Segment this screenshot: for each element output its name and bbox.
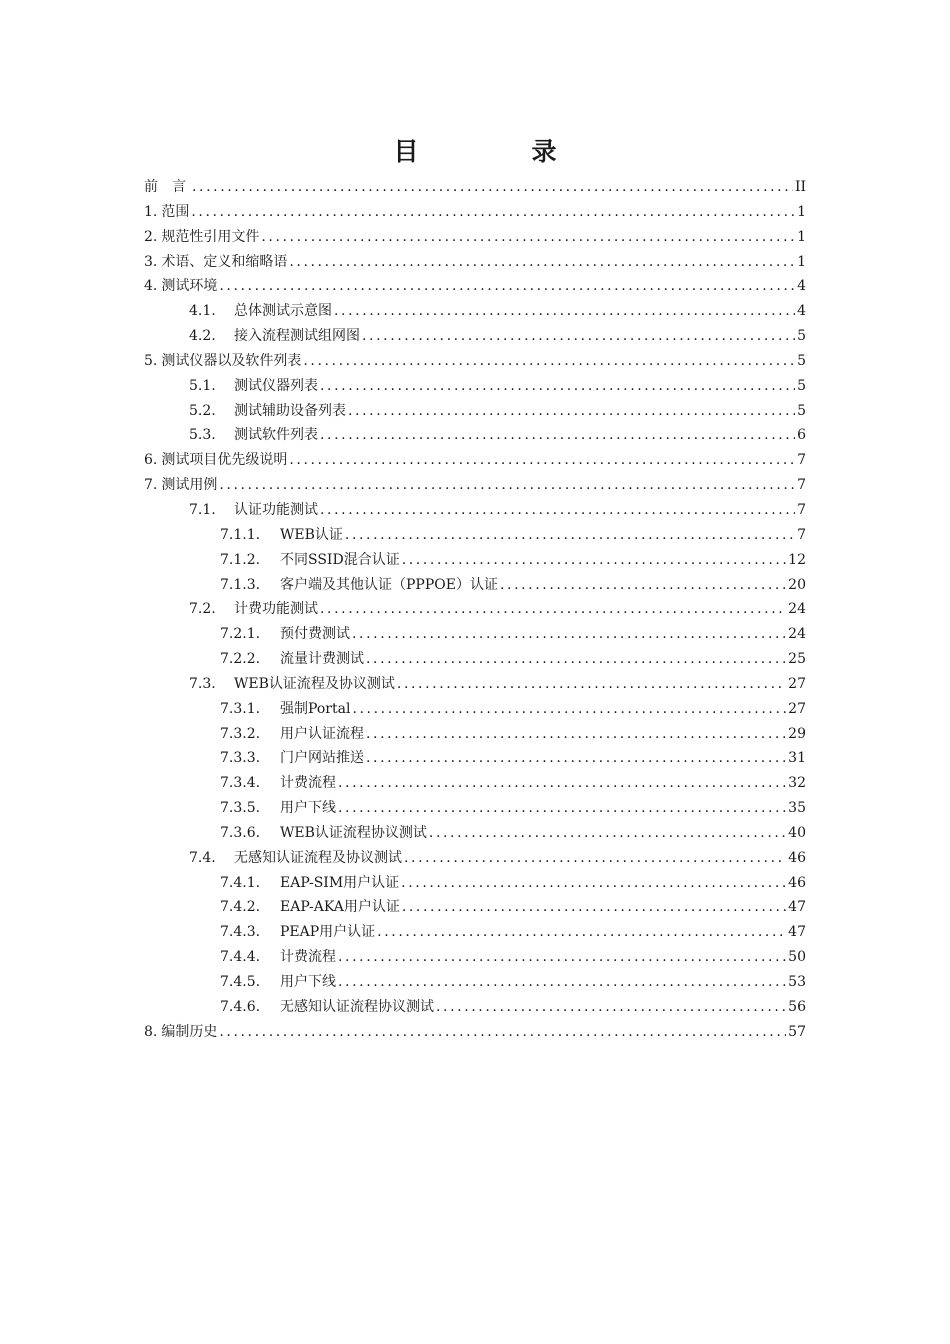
toc-entry[interactable] bbox=[144, 945, 806, 970]
toc-dot-leader bbox=[500, 573, 786, 598]
toc-dot-leader bbox=[402, 548, 786, 573]
toc-dot-leader bbox=[352, 697, 786, 722]
toc-entry-label: 客户端及其他认证（PPPOE）认证 bbox=[280, 576, 498, 593]
toc-entry-number: 7.2. bbox=[189, 601, 216, 618]
toc-entry-page-number: 7 bbox=[797, 477, 806, 494]
toc-entry-page-number: 27 bbox=[788, 675, 806, 692]
toc-entry[interactable] bbox=[144, 548, 806, 573]
toc-entry-number: 7.1.3. bbox=[220, 576, 261, 593]
toc-entry-label: 测试项目优先级说明 bbox=[161, 452, 288, 469]
toc-entry-number: 7.3.4. bbox=[220, 775, 261, 792]
toc-dot-leader bbox=[219, 274, 795, 299]
toc-dot-leader bbox=[429, 821, 786, 846]
toc-entry-label: 总体测试示意图 bbox=[234, 303, 332, 320]
toc-dot-leader bbox=[338, 771, 786, 796]
toc-entry[interactable] bbox=[144, 299, 806, 324]
toc-entry-page-number: 47 bbox=[788, 924, 806, 941]
toc-entry-page-number: 12 bbox=[788, 551, 806, 568]
toc-entry-page-number: 24 bbox=[788, 626, 806, 643]
toc-dot-leader bbox=[401, 871, 786, 896]
toc-entry[interactable] bbox=[144, 771, 806, 796]
toc-entry-number: 7.3. bbox=[189, 675, 216, 692]
toc-dot-leader bbox=[320, 374, 795, 399]
toc-entry[interactable] bbox=[144, 399, 806, 424]
toc-dot-leader bbox=[345, 523, 795, 548]
toc-dot-leader bbox=[303, 349, 795, 374]
toc-entry-label: 门户网站推送 bbox=[280, 750, 364, 767]
toc-entry[interactable] bbox=[144, 920, 806, 945]
toc-entry-label: 不同SSID混合认证 bbox=[280, 551, 400, 568]
toc-entry[interactable] bbox=[144, 821, 806, 846]
toc-entry-number: 7.4.1. bbox=[220, 874, 261, 891]
toc-dot-leader bbox=[334, 299, 795, 324]
toc-entry-number: 3. bbox=[144, 253, 158, 270]
toc-entry-page-number: 4 bbox=[797, 303, 806, 320]
toc-entry[interactable] bbox=[144, 995, 806, 1020]
toc-entry-label: 测试环境 bbox=[161, 278, 218, 295]
toc-entry-label: 强制Portal bbox=[280, 700, 351, 717]
toc-entry-number: 7.1. bbox=[189, 501, 216, 518]
toc-entry-label: 测试仪器列表 bbox=[234, 377, 318, 394]
toc-dot-leader bbox=[366, 746, 786, 771]
toc-entry-page-number: 1 bbox=[797, 203, 806, 220]
toc-dot-leader bbox=[366, 647, 786, 672]
toc-entry[interactable] bbox=[144, 697, 806, 722]
toc-entry-number: 7.3.2. bbox=[220, 725, 261, 742]
toc-dot-leader bbox=[261, 225, 795, 250]
toc-entry-label: 认证功能测试 bbox=[234, 501, 318, 518]
toc-entry-number: 4.2. bbox=[189, 328, 216, 345]
toc-entry-page-number: 46 bbox=[788, 849, 806, 866]
toc-entry-page-number: 6 bbox=[797, 427, 806, 444]
toc-entry-page-number: 7 bbox=[797, 526, 806, 543]
toc-entry-page-number: 56 bbox=[788, 998, 806, 1015]
toc-entry-page-number: 1 bbox=[797, 253, 806, 270]
page-title: 目 录 bbox=[393, 137, 601, 166]
toc-entry[interactable] bbox=[144, 597, 806, 622]
toc-dot-leader bbox=[338, 796, 786, 821]
toc-entry-label: 计费流程 bbox=[280, 949, 336, 966]
toc-entry-label: 接入流程测试组网图 bbox=[234, 328, 360, 345]
toc-dot-leader bbox=[352, 622, 786, 647]
toc-entry-number: 7.4.2. bbox=[220, 899, 261, 916]
toc-entry-number: 7.2.2. bbox=[220, 651, 261, 668]
toc-entry[interactable] bbox=[144, 423, 806, 448]
toc-entry-page-number: 46 bbox=[788, 874, 806, 891]
toc-entry-number: 5.3. bbox=[189, 427, 216, 444]
toc-entry-label: 计费功能测试 bbox=[234, 601, 318, 618]
toc-entry-label: 测试仪器以及软件列表 bbox=[161, 352, 302, 369]
toc-entry[interactable] bbox=[144, 796, 806, 821]
toc-entry[interactable] bbox=[144, 374, 806, 399]
toc-entry-number: 7. bbox=[144, 477, 158, 494]
toc-entry-number: 7.4.4. bbox=[220, 949, 261, 966]
toc-entry-page-number: 5 bbox=[797, 352, 806, 369]
toc-entry[interactable] bbox=[144, 448, 806, 473]
toc-entry-page-number: 7 bbox=[797, 452, 806, 469]
toc-entry-page-number: 40 bbox=[788, 824, 806, 841]
toc-entry-label: WEB认证流程及协议测试 bbox=[234, 675, 395, 692]
toc-entry-number: 7.3.3. bbox=[220, 750, 261, 767]
toc-entry-label: 测试用例 bbox=[161, 477, 218, 494]
toc-entry-page-number: 32 bbox=[788, 775, 806, 792]
toc-entry-page-number: 25 bbox=[788, 651, 806, 668]
toc-entry-label: 流量计费测试 bbox=[280, 651, 364, 668]
toc-entry-number: 2. bbox=[144, 228, 158, 245]
toc-dot-leader bbox=[289, 448, 795, 473]
toc-entry-number: 7.1.1. bbox=[220, 526, 261, 543]
toc-entry-number: 4. bbox=[144, 278, 158, 295]
toc-entry-page-number: II bbox=[794, 179, 806, 195]
toc-entry[interactable] bbox=[144, 324, 806, 349]
toc-entry-number: 7.1.2. bbox=[220, 551, 261, 568]
toc-dot-leader bbox=[404, 846, 786, 871]
toc-entry[interactable] bbox=[144, 200, 806, 225]
toc-entry-page-number: 1 bbox=[797, 228, 806, 245]
toc-entry-label: 无感知认证流程协议测试 bbox=[280, 998, 434, 1015]
toc-entry[interactable] bbox=[144, 846, 806, 871]
toc-entry-page-number: 31 bbox=[788, 750, 806, 767]
toc-entry-label: 测试软件列表 bbox=[234, 427, 318, 444]
toc-entry-number: 7.4.3. bbox=[220, 924, 261, 941]
toc-entry-page-number: 50 bbox=[788, 949, 806, 966]
toc-entry-number: 5.1. bbox=[189, 377, 216, 394]
toc-entry-number: 7.2.1. bbox=[220, 626, 261, 643]
toc-entry[interactable] bbox=[144, 672, 806, 697]
toc-entry-number: 前 言 bbox=[144, 179, 186, 195]
toc-entry-page-number: 20 bbox=[788, 576, 806, 593]
toc-entry[interactable] bbox=[144, 175, 806, 200]
toc-entry-number: 5. bbox=[144, 352, 158, 369]
toc-dot-leader bbox=[219, 1020, 786, 1045]
toc-entry[interactable] bbox=[144, 250, 806, 275]
toc-entry-page-number: 24 bbox=[788, 601, 806, 618]
toc-entry-page-number: 29 bbox=[788, 725, 806, 742]
toc-entry[interactable] bbox=[144, 225, 806, 250]
toc-dot-leader bbox=[320, 423, 795, 448]
toc-entry-label: WEB认证 bbox=[280, 526, 343, 543]
toc-dot-leader bbox=[366, 722, 786, 747]
toc-entry-label: 预付费测试 bbox=[280, 626, 350, 643]
toc-entry[interactable] bbox=[144, 523, 806, 548]
toc-entry[interactable] bbox=[144, 871, 806, 896]
toc-entry-label: PEAP用户认证 bbox=[280, 924, 376, 941]
toc-entry-label: EAP-AKA用户认证 bbox=[280, 899, 400, 916]
toc-entry[interactable] bbox=[144, 722, 806, 747]
toc-entry[interactable] bbox=[144, 573, 806, 598]
toc-entry-label: 用户下线 bbox=[280, 974, 336, 990]
toc-entry[interactable] bbox=[144, 1020, 806, 1045]
toc-entry[interactable] bbox=[144, 498, 806, 523]
toc-entry-label: 范围 bbox=[161, 203, 190, 220]
toc-entry[interactable] bbox=[144, 970, 806, 995]
toc-entry-label: 计费流程 bbox=[280, 775, 336, 792]
toc-dot-leader bbox=[338, 945, 786, 970]
toc-dot-leader bbox=[338, 970, 786, 995]
toc-entry-label: WEB认证流程协议测试 bbox=[280, 824, 427, 841]
toc-dot-leader bbox=[402, 895, 786, 920]
toc-entry-label: 术语、定义和缩略语 bbox=[161, 253, 288, 270]
toc-dot-leader bbox=[192, 175, 793, 200]
toc-entry-label: EAP-SIM用户认证 bbox=[280, 874, 400, 891]
toc-entry-number: 5.2. bbox=[189, 402, 216, 419]
toc-entry-number: 7.3.1. bbox=[220, 700, 261, 717]
toc-entry-label: 测试辅助设备列表 bbox=[234, 402, 346, 419]
toc-dot-leader bbox=[436, 995, 786, 1020]
toc-entry-number: 7.4. bbox=[189, 849, 216, 866]
toc-dot-leader bbox=[348, 399, 795, 424]
toc-entry-number: 1. bbox=[144, 203, 158, 220]
toc-dot-leader bbox=[397, 672, 786, 697]
toc-entry-number: 7.4.5. bbox=[220, 974, 261, 990]
toc-entry[interactable] bbox=[144, 622, 806, 647]
toc-entry-number: 7.4.6. bbox=[220, 998, 261, 1015]
toc-entry-number: 6. bbox=[144, 452, 158, 469]
toc-entry[interactable] bbox=[144, 746, 806, 771]
toc-dot-leader bbox=[377, 920, 786, 945]
toc-dot-leader bbox=[362, 324, 795, 349]
toc-entry-page-number: 5 bbox=[797, 328, 806, 345]
toc-entry[interactable] bbox=[144, 349, 806, 374]
toc-dot-leader bbox=[320, 498, 795, 523]
toc-entry-page-number: 4 bbox=[797, 278, 806, 295]
toc-entry-label: 规范性引用文件 bbox=[161, 228, 260, 245]
toc-entry-label: 用户下线 bbox=[280, 800, 336, 817]
toc-dot-leader bbox=[320, 597, 786, 622]
toc-entry[interactable] bbox=[144, 473, 806, 498]
toc-entry-page-number: 35 bbox=[788, 800, 806, 817]
toc-dot-leader bbox=[191, 200, 795, 225]
toc-entry[interactable] bbox=[144, 274, 806, 299]
toc-entry-label: 无感知认证流程及协议测试 bbox=[234, 849, 402, 866]
table-of-contents bbox=[144, 175, 806, 1045]
toc-entry-page-number: 53 bbox=[788, 974, 806, 990]
toc-entry-number: 4.1. bbox=[189, 303, 216, 320]
toc-dot-leader bbox=[289, 250, 795, 275]
toc-entry[interactable] bbox=[144, 647, 806, 672]
toc-entry-number: 7.3.6. bbox=[220, 824, 261, 841]
toc-entry-label: 用户认证流程 bbox=[280, 725, 364, 742]
toc-entry-page-number: 47 bbox=[788, 899, 806, 916]
toc-entry-page-number: 57 bbox=[788, 1023, 806, 1040]
toc-entry-page-number: 7 bbox=[797, 501, 806, 518]
toc-entry-number: 8. bbox=[144, 1023, 158, 1040]
toc-entry[interactable] bbox=[144, 895, 806, 920]
toc-entry-number: 7.3.5. bbox=[220, 800, 261, 817]
toc-entry-page-number: 5 bbox=[797, 377, 806, 394]
toc-entry-label: 编制历史 bbox=[161, 1023, 218, 1040]
toc-dot-leader bbox=[219, 473, 795, 498]
toc-entry-page-number: 5 bbox=[797, 402, 806, 419]
toc-entry-page-number: 27 bbox=[788, 700, 806, 717]
